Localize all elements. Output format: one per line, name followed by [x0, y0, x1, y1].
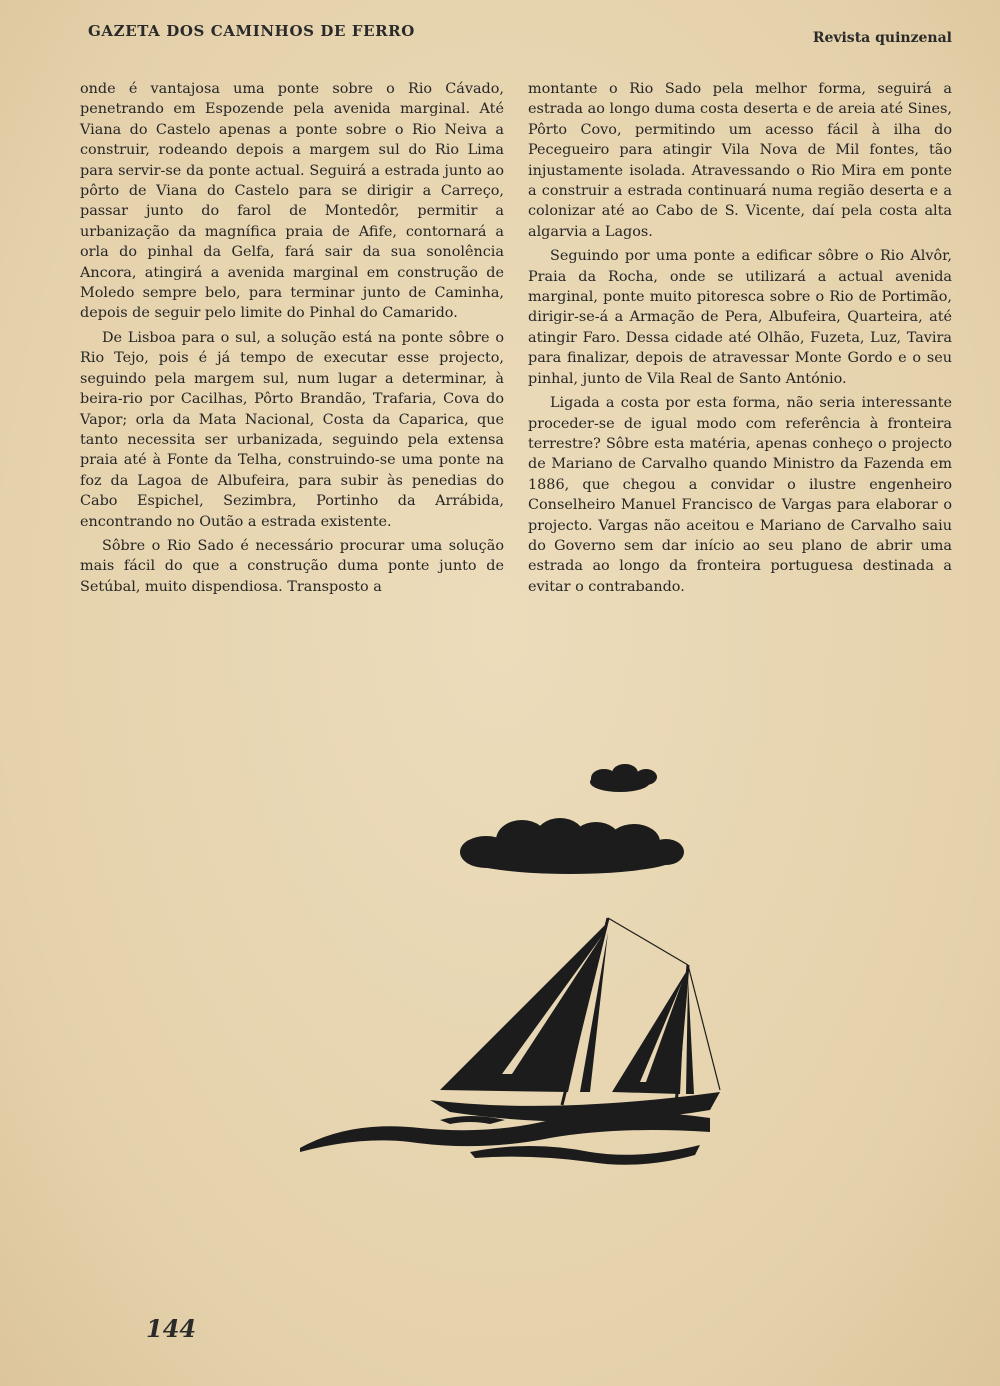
paragraph: Ligada a costa por esta forma, não seria interessante proceder-se de igual modo com referência à fronteira terrestre? Sôbre esta matéria, apenas conheço o projecto de Mariano de Carvalho quando Ministro da Fazenda em 1886, que chegou a convidar o ilustre engenheiro Conselheiro Manuel Francisco de Vargas para elaborar o projecto. Vargas não aceitou e Mariano de Carvalho saiu do Governo sem dar início ao seu plano de abrir uma estrada ao longo da fronteira portuguesa destinada a evitar o contrabando.	[528, 395, 952, 595]
page-number: 144	[146, 1314, 197, 1343]
left-text-column	[80, 79, 504, 601]
publication-title: GAZETA DOS CAMINHOS DE FERRO	[88, 22, 415, 40]
sailing-ship-with-clouds-icon	[290, 760, 740, 1180]
paragraph: montante o Rio Sado pela melhor forma, seguirá a estrada ao longo duma costa deserta e de areia até Sines, Pôrto Covo, permitindo um acesso fácil à ilha do Pecegueiro para atingir Vila Nova de Mil fontes, tão injustamente isolada. Atravessando o Rio Mira em ponte a construir a estrada continuará numa região deserta e a colonizar até ao Cabo de S. Vicente, daí pela costa alta algarvia a Lagos.	[528, 81, 952, 240]
paragraph: onde é vantajosa uma ponte sobre o Rio Cávado, penetrando em Espozende pela avenida marginal. Até Viana do Castelo apenas a ponte sobre o Rio Neiva a construir, rodeando depois a margem sul do Rio Lima para servir-se da ponte actual. Seguirá a estrada junto ao pôrto de Viana do Castelo para se dirigir a Carreço, passar junto do farol de Montedôr, permitir a urbanização da magnífica praia de Afife, contornará a orla do pinhal da Gelfa, fará sair da sua sonolência Ancora, atingirá a avenida marginal em construção de Moledo sempre belo, para terminar junto de Caminha, depois de seguir pelo limite do Pinhal do Camarido.	[80, 81, 504, 322]
right-text-column	[528, 79, 952, 601]
small-cloud-icon	[590, 764, 657, 792]
paragraph: Seguindo por uma ponte a edificar sôbre o Rio Alvôr, Praia da Rocha, onde se utilizará a actual avenida marginal, ponte muito pitoresca sobre o Rio de Portimão, dirigir-se-á a Armação de Pera, Albufeira, Quarteira, até atingir Faro. Dessa cidade até Olhão, Fuzeta, Luz, Tavira para finalizar, depois de atravessar Monte Gordo e o seu pinhal, junto de Vila Real de Santo António.	[528, 248, 952, 387]
main-sail	[440, 925, 605, 1092]
large-cloud-icon	[460, 818, 684, 874]
paragraph: Sôbre o Rio Sado é necessário procurar uma solução mais fácil do que a construção duma ponte junto de Setúbal, muito dispendiosa. Transposto a	[80, 537, 504, 595]
publication-frequency: Revista quinzenal	[812, 30, 952, 46]
fore-sail	[612, 972, 686, 1094]
paragraph: De Lisboa para o sul, a solução está na ponte sôbre o Rio Tejo, pois é já tempo de executar esse projecto, seguindo pela margem sul, num lugar a determinar, à beira-rio por Cacilhas, Pôrto Brandão, Trafaria, Cova do Vapor; orla da Mata Nacional, Costa da Caparica, que tanto necessita ser urbanizada, seguindo pela extensa praia até à Fonte da Telha, construindo-se uma ponte na foz da Lagoa de Albufeira, para subir às penedias do Cabo Espichel, Sezimbra, Portinho da Arrábida, encontrando no Outão a estrada existente.	[80, 329, 504, 530]
